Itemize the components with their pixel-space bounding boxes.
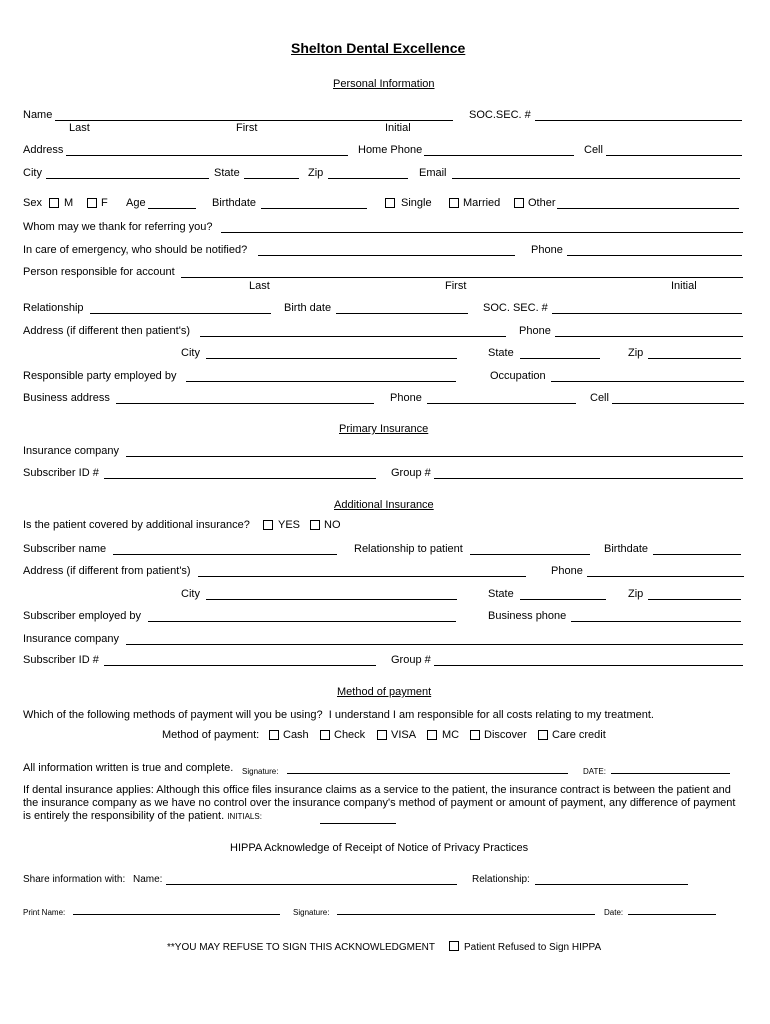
add-zip-field[interactable] — [648, 599, 741, 600]
business-cell-field[interactable] — [612, 403, 744, 404]
add-birthdate-label: Birthdate — [604, 543, 649, 555]
form-title: Shelton Dental Excellence — [291, 40, 466, 56]
hippa-date-field[interactable] — [628, 914, 716, 915]
birthdate-field[interactable] — [261, 208, 367, 209]
initials-field[interactable] — [320, 823, 396, 824]
hippa-date-label: Date: — [604, 908, 624, 917]
payment-carecredit-label: Care credit — [552, 729, 606, 741]
email-field[interactable] — [452, 178, 740, 179]
add-birthdate-field[interactable] — [653, 554, 741, 555]
address-diff-phone-label: Phone — [519, 325, 551, 337]
add-relationship-label: Relationship to patient — [354, 543, 463, 555]
married-checkbox[interactable] — [449, 198, 459, 208]
statement-date-label: DATE: — [583, 767, 606, 776]
payment-cash-label: Cash — [283, 729, 309, 741]
name-last-caption: Last — [69, 122, 90, 134]
add-state-field[interactable] — [520, 599, 606, 600]
other-label: Other — [528, 197, 556, 209]
emergency-field[interactable] — [258, 255, 515, 256]
share-name-label: Name: — [133, 874, 163, 885]
emergency-phone-label: Phone — [531, 244, 563, 256]
payment-mc-checkbox[interactable] — [427, 730, 437, 740]
add-zip-label: Zip — [628, 588, 644, 600]
subscriber-name-label: Subscriber name — [23, 543, 107, 555]
add-relationship-field[interactable] — [470, 554, 590, 555]
birth-date-label: Birth date — [284, 302, 332, 314]
dental-insurance-text: If dental insurance applies: Although this office files insurance claims as a service to the patient, the insurance contract is between the patient and the insurance company as we have no control over the insurance company's method of payment or amount of payment, any difference of payment is entirely the responsibility of the patient. — [23, 784, 736, 822]
add-city-label: City — [181, 588, 200, 600]
other-checkbox[interactable] — [514, 198, 524, 208]
payment-check-label: Check — [334, 729, 366, 741]
responsible-field[interactable] — [181, 277, 743, 278]
business-address-field[interactable] — [116, 403, 374, 404]
employed-field[interactable] — [186, 381, 456, 382]
true-statement: All information written is true and complete. — [23, 762, 234, 774]
additional-covered-label: Is the patient covered by additional insurance? — [23, 519, 250, 531]
referral-label: Whom may we thank for referring you? — [23, 221, 213, 233]
responsible-label: Person responsible for account — [23, 266, 175, 278]
zip-field[interactable] — [328, 178, 408, 179]
zip-label: Zip — [308, 167, 324, 179]
relationship-field[interactable] — [90, 313, 271, 314]
business-phone-field[interactable] — [427, 403, 576, 404]
print-name-field[interactable] — [73, 914, 280, 915]
subscriber-name-field[interactable] — [113, 554, 337, 555]
soc-sec2-label: SOC. SEC. # — [483, 302, 548, 314]
occupation-field[interactable] — [551, 381, 744, 382]
single-checkbox[interactable] — [385, 198, 395, 208]
add-phone-label: Phone — [551, 565, 583, 577]
soc-sec-label: SOC.SEC. # — [469, 109, 531, 121]
statement-signature-field[interactable] — [287, 773, 568, 774]
statement-signature-label: Signature: — [242, 767, 279, 776]
statement-date-field[interactable] — [611, 773, 730, 774]
dental-insurance-paragraph — [23, 784, 743, 823]
primary-group-field[interactable] — [434, 478, 743, 479]
home-phone-field[interactable] — [424, 155, 574, 156]
address-field[interactable] — [66, 155, 348, 156]
share-relationship-label: Relationship: — [472, 874, 530, 885]
primary-company-field[interactable] — [126, 456, 743, 457]
age-label: Age — [126, 197, 146, 209]
section-hippa: HIPPA Acknowledge of Receipt of Notice of Privacy Practices — [230, 842, 529, 854]
name-label: Name — [23, 109, 53, 121]
hippa-signature-field[interactable] — [337, 914, 595, 915]
resp-zip-label: Zip — [628, 347, 644, 359]
sex-m-label: M — [64, 197, 74, 209]
payment-check-checkbox[interactable] — [320, 730, 330, 740]
age-field[interactable] — [148, 208, 196, 209]
add-employed-label: Subscriber employed by — [23, 610, 142, 622]
payment-question: Which of the following methods of payment will you be using? I understand I am responsible for all costs relating to my treatment. — [23, 709, 654, 721]
add-business-phone-label: Business phone — [488, 610, 567, 622]
sex-m-checkbox[interactable] — [49, 198, 59, 208]
birthdate-label: Birthdate — [212, 197, 257, 209]
section-personal: Personal Information — [333, 78, 435, 90]
responsible-first-caption: First — [445, 280, 467, 292]
share-label: Share information with: — [23, 874, 126, 885]
name-field[interactable] — [55, 120, 453, 121]
initials-label: INITIALS: — [227, 812, 262, 821]
address-diff-phone-field[interactable] — [555, 336, 743, 337]
home-phone-label: Home Phone — [358, 144, 423, 156]
responsible-last-caption: Last — [249, 280, 270, 292]
print-name-label: Print Name: — [23, 908, 66, 917]
name-first-caption: First — [236, 122, 258, 134]
resp-zip-field[interactable] — [648, 358, 741, 359]
emergency-phone-field[interactable] — [567, 255, 742, 256]
emergency-label: In care of emergency, who should be notified? — [23, 244, 248, 256]
referral-field[interactable] — [221, 232, 743, 233]
business-cell-label: Cell — [590, 392, 609, 404]
add-city-field[interactable] — [206, 599, 457, 600]
payment-visa-label: VISA — [391, 729, 417, 741]
add-company-label: Insurance company — [23, 633, 119, 645]
resp-city-field[interactable] — [206, 358, 457, 359]
add-group-field[interactable] — [434, 665, 743, 666]
address-diff-field[interactable] — [200, 336, 506, 337]
payment-mc-label: MC — [442, 729, 460, 741]
additional-no-label: NO — [324, 519, 341, 531]
primary-group-label: Group # — [391, 467, 431, 479]
refuse-notice: **YOU MAY REFUSE TO SIGN THIS ACKNOWLEDGMENT — [167, 942, 436, 953]
payment-discover-checkbox[interactable] — [470, 730, 480, 740]
share-relationship-field[interactable] — [535, 884, 688, 885]
state-label: State — [214, 167, 240, 179]
single-label: Single — [401, 197, 432, 209]
add-address-field[interactable] — [198, 576, 526, 577]
add-subscriber-id-field[interactable] — [104, 665, 376, 666]
payment-carecredit-checkbox[interactable] — [538, 730, 548, 740]
name-initial-caption: Initial — [385, 122, 411, 134]
email-label: Email — [419, 167, 447, 179]
occupation-label: Occupation — [490, 370, 546, 382]
add-address-label: Address (if different from patient's) — [23, 565, 191, 577]
other-field[interactable] — [557, 208, 739, 209]
state-field[interactable] — [244, 178, 299, 179]
refused-checkbox[interactable] — [449, 941, 459, 951]
payment-visa-checkbox[interactable] — [377, 730, 387, 740]
sex-f-checkbox[interactable] — [87, 198, 97, 208]
address-label: Address — [23, 144, 64, 156]
soc-sec2-field[interactable] — [552, 313, 742, 314]
add-phone-field[interactable] — [587, 576, 744, 577]
hippa-signature-label: Signature: — [293, 908, 330, 917]
business-address-label: Business address — [23, 392, 110, 404]
city-label: City — [23, 167, 42, 179]
responsible-initial-caption: Initial — [671, 280, 697, 292]
address-diff-label: Address (if different then patient's) — [23, 325, 190, 337]
additional-yes-label: YES — [278, 519, 301, 531]
payment-discover-label: Discover — [484, 729, 527, 741]
employed-label: Responsible party employed by — [23, 370, 177, 382]
resp-state-label: State — [488, 347, 514, 359]
sex-f-label: F — [101, 197, 108, 209]
sex-label: Sex — [23, 197, 42, 209]
share-name-field[interactable] — [166, 884, 457, 885]
birth-date-field[interactable] — [336, 313, 468, 314]
add-business-phone-field[interactable] — [571, 621, 741, 622]
relationship-label: Relationship — [23, 302, 84, 314]
resp-city-label: City — [181, 347, 200, 359]
additional-no-checkbox[interactable] — [310, 520, 320, 530]
add-state-label: State — [488, 588, 514, 600]
city-field[interactable] — [46, 178, 209, 179]
add-subscriber-id-label: Subscriber ID # — [23, 654, 99, 666]
cell-field[interactable] — [606, 155, 742, 156]
section-primary: Primary Insurance — [339, 423, 429, 435]
primary-subscriber-id-field[interactable] — [104, 478, 376, 479]
married-label: Married — [463, 197, 501, 209]
add-company-field[interactable] — [126, 644, 743, 645]
section-additional: Additional Insurance — [334, 499, 434, 511]
additional-yes-checkbox[interactable] — [263, 520, 273, 530]
primary-subscriber-id-label: Subscriber ID # — [23, 467, 99, 479]
section-payment: Method of payment — [337, 686, 432, 698]
resp-state-field[interactable] — [520, 358, 600, 359]
refused-label: Patient Refused to Sign HIPPA — [464, 942, 602, 953]
business-phone-label: Phone — [390, 392, 422, 404]
add-employed-field[interactable] — [148, 621, 456, 622]
add-group-label: Group # — [391, 654, 431, 666]
soc-sec-field[interactable] — [535, 120, 742, 121]
cell-label: Cell — [584, 144, 603, 156]
primary-company-label: Insurance company — [23, 445, 119, 457]
payment-cash-checkbox[interactable] — [269, 730, 279, 740]
payment-method-label: Method of payment: — [162, 729, 260, 741]
